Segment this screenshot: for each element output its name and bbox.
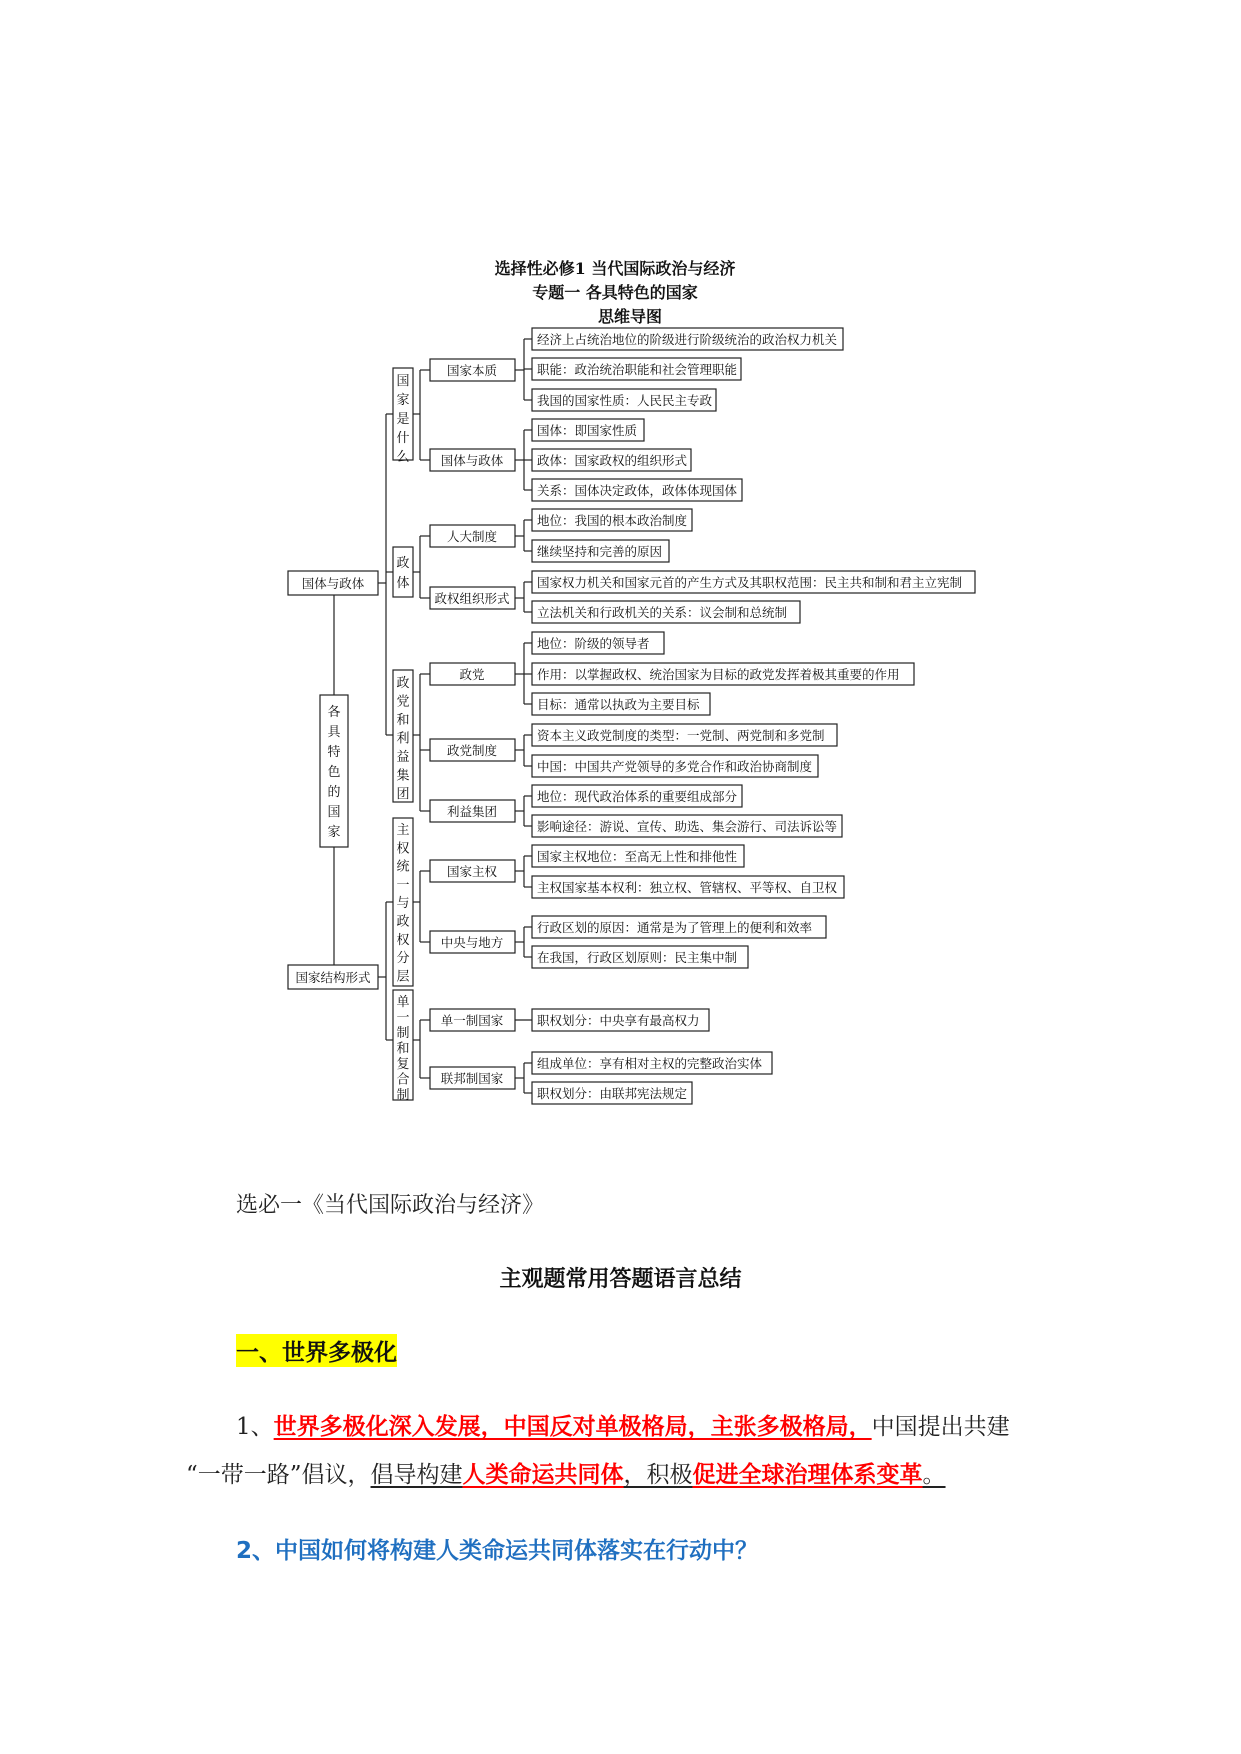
detail-4: 国体：即国家性质 — [537, 423, 638, 438]
mindmap-title-line1: 选择性必修1 当代国际政治与经济 — [494, 259, 736, 278]
item-1-end: 。 — [922, 1462, 946, 1488]
detail-7: 地位：我国的根本政治制度 — [537, 513, 688, 528]
center-node-label: 各具特色的国家 — [327, 705, 341, 840]
detail-9: 国家权力机关和国家元首的产生方式及其职权范围：民主共和制和君主立宪制 — [537, 575, 963, 590]
detail-15: 中国：中国共产党领导的多党合作和政治协商制度 — [537, 759, 813, 774]
node-zhengdang: 政党 — [459, 667, 485, 682]
node-guojiajiegou-label: 国家结构形式 — [295, 970, 371, 985]
page-heading: 主观题常用答题语言总结 — [499, 1267, 742, 1292]
detail-14: 资本主义政党制度的类型：一党制、两党制和多党制 — [537, 728, 825, 743]
node-zhengdangzhidu: 政党制度 — [446, 743, 498, 758]
mindmap-title-line3: 思维导图 — [597, 307, 663, 326]
detail-5: 政体：国家政权的组织形式 — [537, 453, 688, 468]
detail-16: 地位：现代政治体系的重要组成部分 — [537, 789, 738, 804]
mindmap-details — [532, 328, 975, 1104]
course-title: 选必一《当代国际政治与经济》 — [236, 1193, 545, 1218]
group-zhuquan-label: 主权统一与政权分层 — [396, 823, 410, 985]
item-1-red-2: 人类命运共同体 — [462, 1462, 624, 1488]
mindmap-title-line2: 专题一 各具特色的国家 — [532, 283, 698, 302]
detail-11: 地位：阶级的领导者 — [537, 636, 650, 651]
detail-8: 继续坚持和完善的原因 — [537, 544, 663, 559]
node-guotiyuzhengti-root-label: 国体与政体 — [301, 576, 365, 591]
node-guojiabenzhi: 国家本质 — [446, 363, 498, 378]
detail-17: 影响途径：游说、宣传、助选、集会游行、司法诉讼等 — [537, 819, 838, 834]
item-1-plain-2b: 倡导构建 — [370, 1462, 463, 1488]
detail-6: 关系：国体决定政体，政体体现国体 — [537, 483, 738, 498]
node-renda: 人大制度 — [446, 529, 498, 544]
node-zhongyangdifang: 中央与地方 — [440, 935, 504, 950]
detail-23: 组成单位：享有相对主权的完整政治实体 — [537, 1056, 763, 1071]
node-guojiazhuquan: 国家主权 — [446, 864, 498, 879]
node-lianbangzhi: 联邦制国家 — [440, 1071, 504, 1086]
item-1-plain-2a: “一带一路”倡议， — [186, 1462, 371, 1488]
detail-22: 职权划分：中央享有最高权力 — [537, 1013, 700, 1028]
node-danyizhi: 单一制国家 — [440, 1013, 504, 1028]
paragraph-1-line-2 — [186, 1456, 946, 1489]
group-danyi-label: 单一制和复合制 — [396, 995, 410, 1103]
detail-24: 职权划分：由联邦宪法规定 — [537, 1086, 688, 1101]
item-1-plain-1: 中国提出共建 — [871, 1414, 1010, 1440]
item-1-number: 1、 — [236, 1414, 274, 1440]
detail-3: 我国的国家性质：人民民主专政 — [537, 393, 713, 408]
question-2: 2、中国如何将构建人类命运共同体落实在行动中？ — [236, 1538, 759, 1564]
detail-18: 国家主权地位：至高无上性和排他性 — [537, 849, 738, 864]
group-guojiashishenme-label: 国家是什么 — [396, 374, 410, 465]
paragraph-1-line-1 — [236, 1408, 1010, 1441]
node-zhengquanzuzhi: 政权组织形式 — [434, 591, 510, 606]
item-1-plain-3: ，积极 — [623, 1462, 693, 1488]
detail-2: 职能：政治统治职能和社会管理职能 — [537, 362, 738, 377]
node-liyijituan: 利益集团 — [446, 804, 498, 819]
item-1-red-3: 促进全球治理体系变革 — [692, 1462, 923, 1488]
detail-20: 行政区划的原因：通常是为了管理上的便利和效率 — [537, 920, 813, 935]
mindmap-nodes — [430, 359, 515, 1089]
detail-21: 在我国，行政区划原则：民主集中制 — [537, 950, 738, 965]
detail-13: 目标：通常以执政为主要目标 — [537, 697, 700, 712]
detail-19: 主权国家基本权利：独立权、管辖权、平等权、自卫权 — [537, 880, 838, 895]
item-1-red-1: 世界多极化深入发展，中国反对单极格局，主张多极格局， — [273, 1414, 872, 1440]
group-zhengti-label: 政体 — [396, 556, 410, 591]
group-zhengdang-label: 政党和利益集团 — [396, 676, 410, 802]
detail-10: 立法机关和行政机关的关系：议会制和总统制 — [537, 605, 788, 620]
section-heading-1: 一、世界多极化 — [236, 1334, 397, 1367]
detail-1: 经济上占统治地位的阶级进行阶级统治的政治权力机关 — [537, 332, 838, 347]
detail-12: 作用：以掌握政权、统治国家为目标的政党发挥着极其重要的作用 — [537, 667, 900, 682]
node-guotiyuzhengti: 国体与政体 — [440, 453, 504, 468]
